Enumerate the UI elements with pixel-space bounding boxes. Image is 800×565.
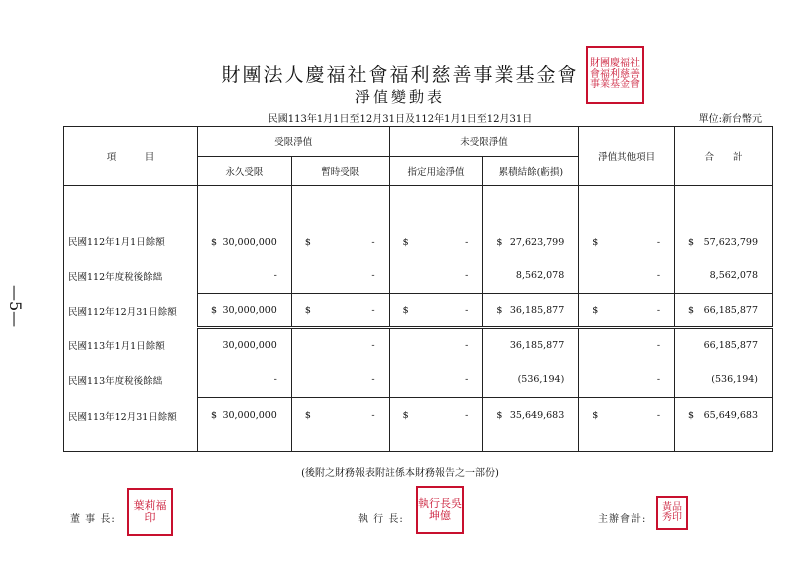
- cell-temporary: [291, 294, 389, 328]
- amount-value: 65,649,683: [703, 410, 758, 422]
- executive-label: 執 行 長:: [358, 514, 404, 525]
- amount-value: -: [656, 339, 661, 351]
- cell-designated: [389, 398, 483, 434]
- cell-total: [675, 294, 773, 328]
- amount-value: 30,000,000: [222, 304, 277, 316]
- amount-value: 35,649,683: [509, 410, 565, 422]
- amount-value: -: [273, 269, 277, 281]
- amount-value: -: [371, 339, 375, 351]
- dollar-sign: $: [688, 410, 695, 422]
- dollar-sign: $: [496, 304, 503, 316]
- cell-temporary: [291, 398, 389, 434]
- chairman-label: 董 事 長:: [70, 514, 116, 525]
- row-label: 民國113年度稅後餘絀: [64, 362, 198, 398]
- amount-value: 66,185,877: [703, 339, 758, 351]
- cell-designated: [389, 328, 483, 362]
- chairman-seal: 葉莉福印: [127, 488, 173, 536]
- cell-other: [579, 398, 675, 434]
- amount-value: -: [656, 304, 661, 316]
- table-spacer: [64, 434, 773, 452]
- page-number: —5—: [6, 285, 25, 328]
- amount-value: 27,623,799: [509, 236, 565, 248]
- amount-value: -: [371, 269, 375, 281]
- cell-total: [675, 258, 773, 294]
- col-designated: 指定用途淨值: [389, 156, 483, 186]
- cell-other: [579, 328, 675, 362]
- cell-accumulated: [483, 398, 579, 434]
- cell-total: [675, 186, 773, 258]
- dollar-sign: $: [402, 304, 409, 316]
- report-title: 財團法人慶福社會福利慈善事業基金會: [221, 64, 579, 86]
- cell-accumulated: [483, 258, 579, 294]
- dollar-sign: $: [592, 410, 599, 422]
- cell-designated: [389, 258, 483, 294]
- dollar-sign: $: [592, 304, 599, 316]
- cell-permanent: [197, 294, 291, 328]
- amount-value: 36,185,877: [509, 304, 565, 316]
- cell-other: [579, 186, 675, 258]
- cell-designated: [389, 294, 483, 328]
- amount-value: -: [465, 269, 469, 281]
- dollar-sign: $: [688, 304, 695, 316]
- cell-temporary: [291, 258, 389, 294]
- cell-other: [579, 258, 675, 294]
- cell-total: [675, 362, 773, 398]
- amount-value: -: [656, 373, 661, 385]
- col-permanent: 永久受限: [197, 156, 291, 186]
- cell-temporary: [291, 362, 389, 398]
- cell-permanent: [197, 398, 291, 434]
- table-row: [64, 258, 773, 294]
- amount-value: -: [465, 304, 469, 316]
- row-label: 民國112年1月1日餘額: [64, 186, 198, 258]
- dollar-sign: $: [496, 410, 503, 422]
- dollar-sign: $: [592, 236, 599, 248]
- cell-accumulated: [483, 186, 579, 258]
- amount-value: 30,000,000: [222, 236, 277, 248]
- amount-value: 57,623,799: [703, 236, 758, 248]
- cell-accumulated: [483, 328, 579, 362]
- amount-value: -: [656, 410, 661, 422]
- amount-value: -: [465, 410, 469, 422]
- row-label: 民國112年度稅後餘絀: [64, 258, 198, 294]
- amount-value: -: [656, 269, 661, 281]
- accountant-seal: 黃品秀印: [656, 496, 688, 530]
- dollar-sign: $: [210, 236, 217, 248]
- row-label: 民國113年12月31日餘額: [64, 398, 198, 434]
- report-period: 民國113年1月1日至12月31日及112年1月1日至12月31日: [267, 114, 533, 125]
- amount-value: -: [371, 304, 375, 316]
- row-label: 民國113年1月1日餘額: [64, 328, 198, 362]
- currency-unit: 單位:新台幣元: [698, 114, 762, 125]
- amount-value: 8,562,078: [515, 269, 565, 281]
- amount-value: -: [273, 373, 277, 385]
- col-other: 淨值其他項目: [579, 127, 675, 186]
- dollar-sign: $: [402, 410, 409, 422]
- col-total: 合 計: [675, 127, 773, 186]
- dollar-sign: $: [402, 236, 409, 248]
- amount-value: -: [656, 236, 661, 248]
- cell-accumulated: [483, 362, 579, 398]
- dollar-sign: $: [304, 304, 311, 316]
- dollar-sign: $: [210, 304, 217, 316]
- cell-permanent: [197, 186, 291, 258]
- cell-accumulated: [483, 294, 579, 328]
- dollar-sign: $: [210, 410, 217, 422]
- footnote: (後附之財務報表附註係本財務報告之一部份): [301, 468, 499, 479]
- amount-value: -: [371, 373, 375, 385]
- cell-temporary: [291, 328, 389, 362]
- table-row: [64, 398, 773, 434]
- cell-permanent: [197, 258, 291, 294]
- table-row: [64, 294, 773, 328]
- cell-permanent: [197, 362, 291, 398]
- report-subtitle: 淨值變動表: [354, 88, 445, 106]
- amount-value: -: [465, 236, 469, 248]
- cell-total: [675, 398, 773, 434]
- col-item: 項 目: [64, 127, 198, 186]
- col-temporary: 暫時受限: [291, 156, 389, 186]
- table-row: [64, 362, 773, 398]
- table-row: [64, 328, 773, 362]
- amount-value: (536,194): [711, 373, 758, 385]
- col-restricted: 受限淨值: [197, 127, 389, 157]
- organization-seal: 財團慶福社會福利慈善事業基金會: [586, 46, 644, 104]
- cell-designated: [389, 362, 483, 398]
- amount-value: -: [371, 236, 375, 248]
- cell-temporary: [291, 186, 389, 258]
- cell-designated: [389, 186, 483, 258]
- amount-value: -: [465, 373, 469, 385]
- amount-value: -: [371, 410, 375, 422]
- amount-value: 8,562,078: [709, 269, 758, 281]
- dollar-sign: $: [304, 410, 311, 422]
- amount-value: 30,000,000: [222, 339, 277, 351]
- col-accumulated: 累積結餘(虧損): [483, 156, 579, 186]
- col-unrestricted: 未受限淨值: [389, 127, 579, 157]
- amount-value: (536,194): [517, 373, 565, 385]
- table-row: [64, 186, 773, 258]
- amount-value: 30,000,000: [222, 410, 277, 422]
- amount-value: -: [465, 339, 469, 351]
- net-assets-table: [63, 126, 773, 452]
- executive-seal: 執行長吳坤億: [416, 486, 464, 534]
- cell-total: [675, 328, 773, 362]
- cell-permanent: [197, 328, 291, 362]
- cell-other: [579, 294, 675, 328]
- dollar-sign: $: [304, 236, 311, 248]
- table-body: [64, 186, 773, 452]
- row-label: 民國112年12月31日餘額: [64, 294, 198, 328]
- accountant-label: 主辦會計:: [598, 514, 647, 525]
- amount-value: 36,185,877: [509, 339, 565, 351]
- amount-value: 66,185,877: [703, 304, 758, 316]
- dollar-sign: $: [688, 236, 695, 248]
- cell-other: [579, 362, 675, 398]
- dollar-sign: $: [496, 236, 503, 248]
